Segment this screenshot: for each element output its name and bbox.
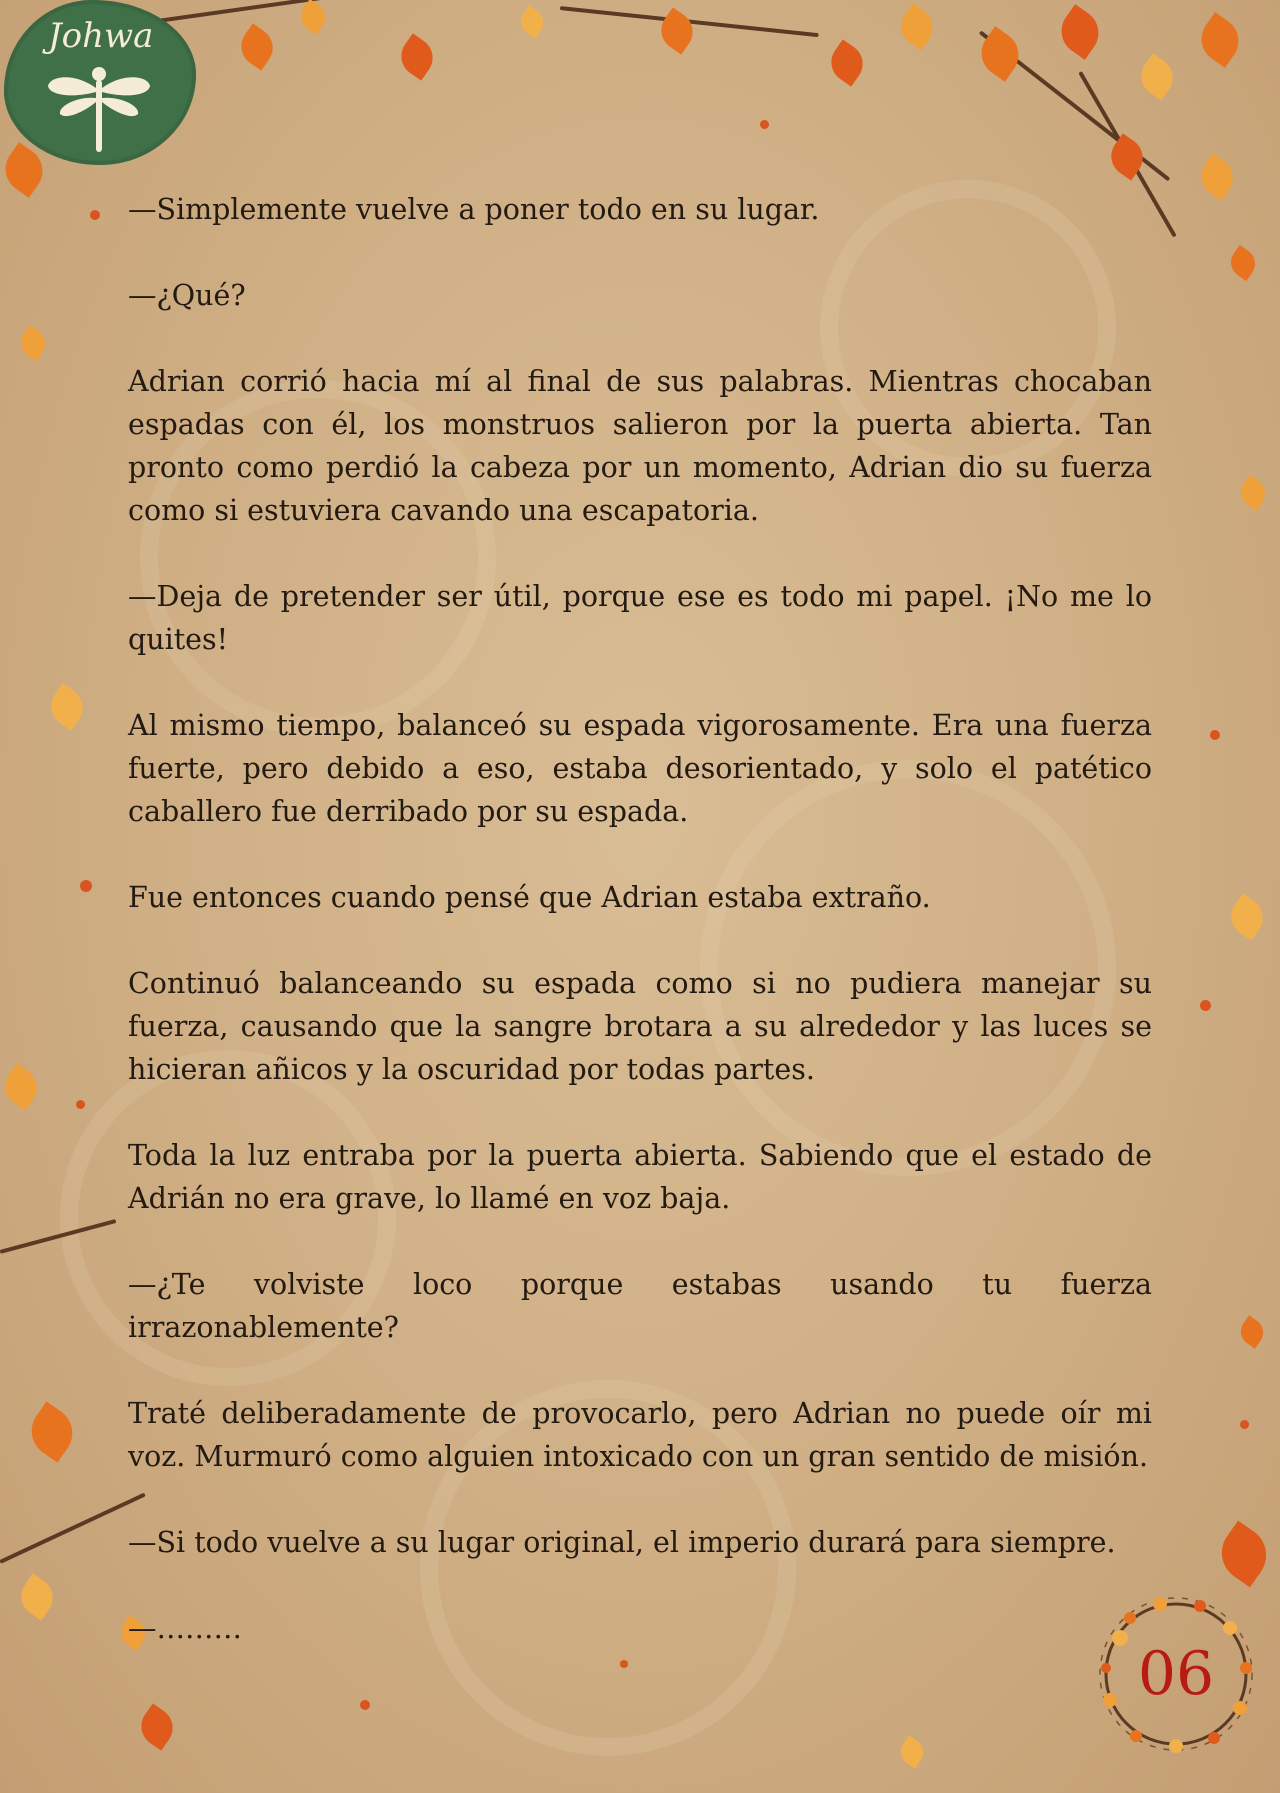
paragraph: Al mismo tiempo, balanceó su espada vigorosamente. Era una fuerza fuerte, pero debido a eso, estaba desorientado, y solo el patético caballero fue derribado por su espada. <box>128 709 1152 828</box>
paragraph: —Deja de pretender ser útil, porque ese es todo mi papel. ¡No me lo quites! <box>128 580 1152 656</box>
leaf-speck <box>1210 730 1220 740</box>
leaf-speck <box>1200 1000 1211 1011</box>
chapter-text <box>128 188 1152 1693</box>
leaf-speck <box>80 880 92 892</box>
page-number: 06 <box>1137 1639 1215 1709</box>
leaf-speck <box>760 120 769 129</box>
leaf-speck <box>90 210 100 220</box>
paragraph: —¿Qué? <box>128 279 246 312</box>
paragraph: Adrian corrió hacia mí al final de sus palabras. Mientras chocaban espadas con él, los monstruos salieron por la puerta abierta. Tan pronto como perdió la cabeza por un momento, Adrian dio su fuerza como si estuviera cavando una escapatoria. <box>128 365 1152 527</box>
paragraph: —……… <box>128 1612 242 1645</box>
brand-logo-text: Johwa <box>48 16 154 56</box>
paragraph: Toda la luz entraba por la puerta abierta. Sabiendo que el estado de Adrián no era grave, lo llamé en voz baja. <box>128 1139 1152 1215</box>
leaf-speck <box>76 1100 85 1109</box>
paragraph: Traté deliberadamente de provocarlo, pero Adrian no puede oír mi voz. Murmuró como alguien intoxicado con un gran sentido de misión. <box>128 1397 1152 1473</box>
leaf-speck <box>1240 1420 1249 1429</box>
paragraph: —¿Te volviste loco porque estabas usando tu fuerza irrazonablemente? <box>128 1268 1152 1344</box>
paragraph: —Simplemente vuelve a poner todo en su lugar. <box>128 193 820 226</box>
dragonfly-icon <box>44 62 154 157</box>
paragraph: —Si todo vuelve a su lugar original, el imperio durará para siempre. <box>128 1526 1116 1559</box>
page-number-wreath <box>1090 1588 1262 1760</box>
paragraph: Continuó balanceando su espada como si no pudiera manejar su fuerza, causando que la sangre brotara a su alrededor y las luces se hicieran añicos y la oscuridad por todas partes. <box>128 967 1152 1086</box>
paragraph: Fue entonces cuando pensé que Adrian estaba extraño. <box>128 881 931 914</box>
leaf-speck <box>360 1700 370 1710</box>
